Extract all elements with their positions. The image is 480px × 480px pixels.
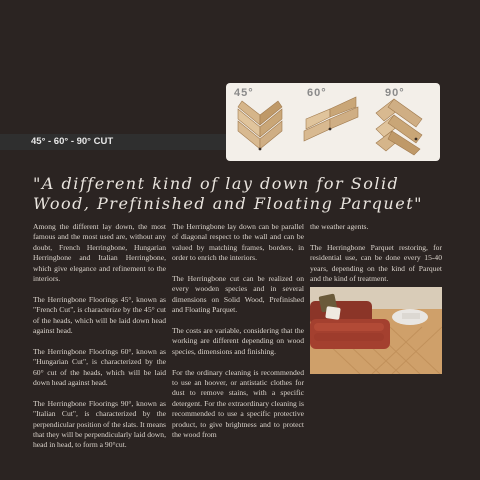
sofa-photo-graphic (310, 287, 442, 374)
herringbone-90-icon (376, 99, 422, 155)
angle-label-45: 45° (234, 87, 254, 99)
herringbone-cut-diagram (226, 83, 440, 161)
cut-band (0, 134, 226, 150)
text-column-2 (172, 222, 304, 451)
paragraph: the weather agents. (310, 222, 369, 231)
paragraph: The costs are variable, considering that the working are different depending on wood species, dimensions and finishing. (172, 326, 304, 356)
paragraph: The Herringbone Floorings 45°, known as "French Cut", is characterize by the 45° cut of the heads, which will be laid down head against head. (33, 294, 166, 336)
page-headline: "A different kind of lay down for Solid Wood, Prefinished and Floating Parquet" (33, 174, 423, 213)
paragraph: The Herringbone Floorings 60°, known as "Hungarian Cut", is characterized by the 60° cut of the heads, which will be laid down head against head. (33, 346, 166, 388)
text-column-3 (310, 222, 442, 295)
sofa-parquet-photo (310, 287, 442, 374)
herringbone-60-icon (304, 97, 358, 141)
paragraph: The Herringbone cut can be realized on every wooden species and in several dimensions on Solid Wood, Prefinished and Floating Parquet. (172, 274, 304, 315)
angle-label-60: 60° (307, 87, 327, 99)
herringbone-45-icon (238, 101, 282, 150)
herringbone-diagram-graphic (226, 83, 440, 161)
paragraph: The Herringbone Floorings 90°, known as "Italian Cut", is characterized by the perpendicular position of the slats. It means that they will be perpendicularly laid down, head in head, to form a 90°cut. (33, 398, 166, 450)
paragraph: The Herringbone lay down can be parallel of diagonal respect to the wall and can be valued by matching frames, borders, in order to enrich the interiors. (172, 222, 304, 263)
paragraph: Among the different lay down, the most famous and the most used are, without any doubt, French Herringbone, Hungarian Herringbone and Italian Herringbone, which give elegance and refinement to the interiors. (33, 222, 166, 284)
paragraph: For the ordinary cleaning is recommended to use an hoover, or antistatic clothes for dust to remove stains, with a specific detergent. For the extraordinary cleaning is recommended to use a specific protective product, to give brightness and to protect the wood from (172, 367, 304, 440)
paragraph: The Herringbone Parquet restoring, for residential use, can be done every 15-40 years, depending on the kind of Parquet and the kind of treatment. (310, 242, 442, 284)
angle-label-90: 90° (385, 87, 405, 99)
cut-band-label: 45° - 60° - 90° CUT (31, 136, 114, 147)
text-column-1 (33, 222, 166, 461)
